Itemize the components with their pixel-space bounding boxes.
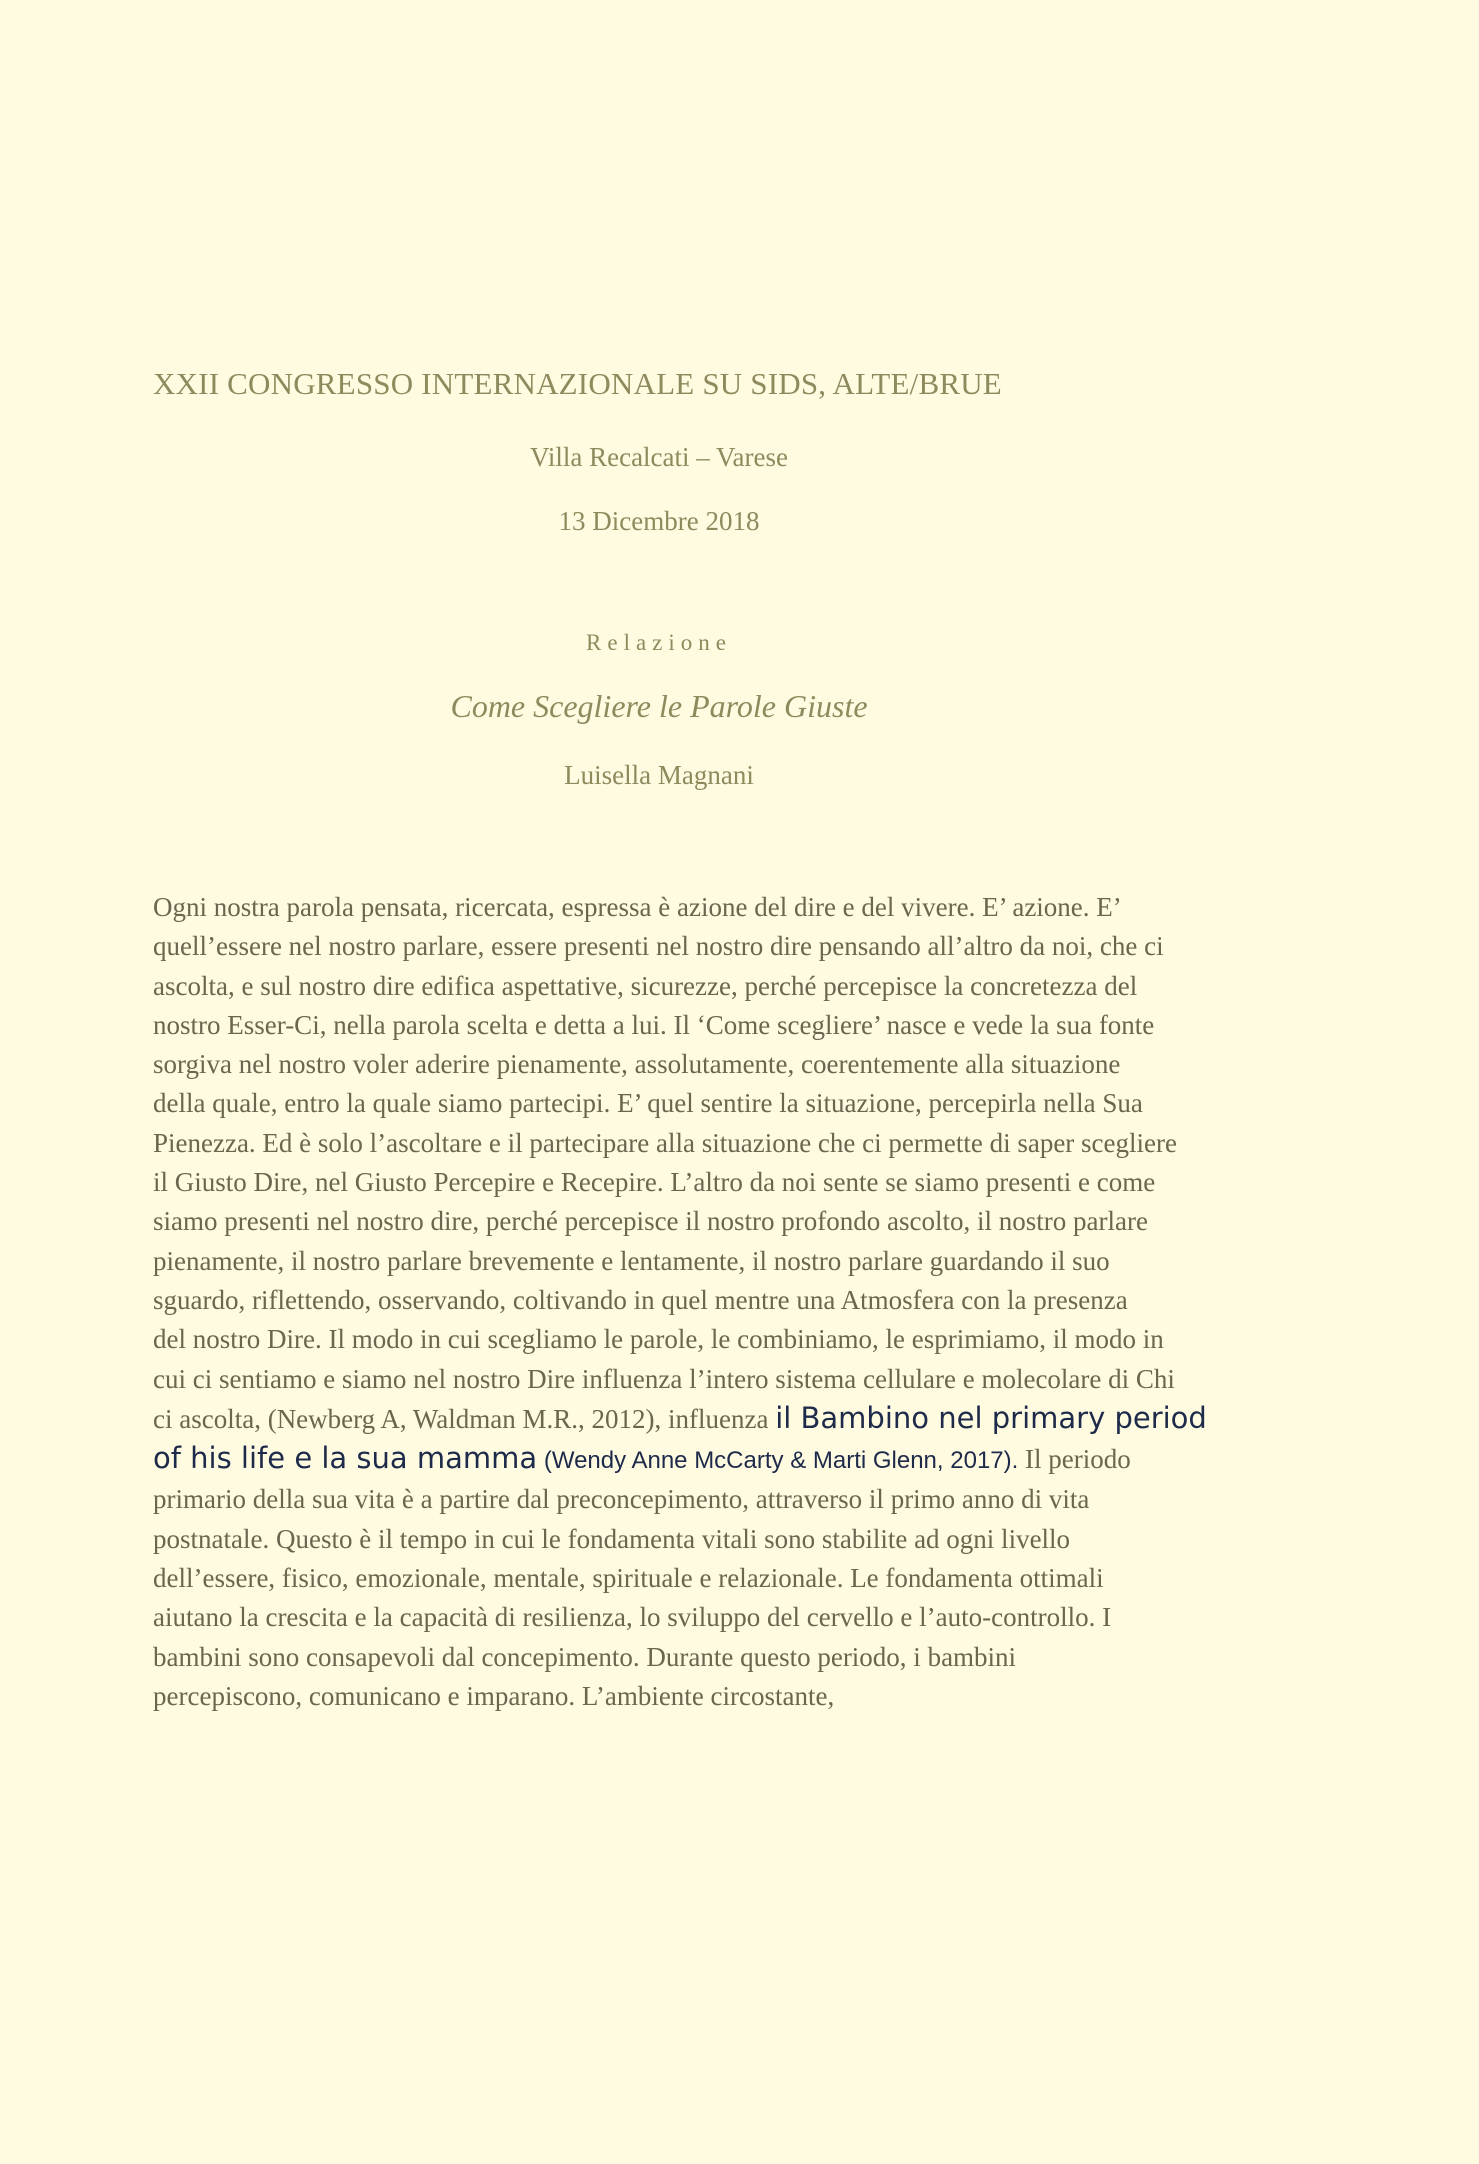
body-line-citation: [153, 1439, 1353, 1480]
body-line: primario della sua vita è a partire dal preconcepimento, attraverso il primo anno di vita: [153, 1484, 1090, 1515]
body-line: pienamente, il nostro parlare brevemente e lentamente, il nostro parlare guardando il suo: [153, 1245, 1110, 1276]
talk-kind: Relazione: [586, 630, 732, 655]
body-line: cui ci sentiamo e siamo nel nostro Dire influenza l’intero sistema cellulare e molecolare di Chi: [153, 1363, 1175, 1394]
body-line: siamo presenti nel nostro dire, perché percepisce il nostro profondo ascolto, il nostro parlare: [153, 1206, 1148, 1237]
highlighted-phrase: il Bambino nel primary period: [775, 1400, 1207, 1435]
body-line: Ogni nostra parola pensata, ricercata, espressa è azione del dire e del vivere. E’ azione. E’: [153, 892, 1122, 922]
body-line: dell’essere, fisico, emozionale, mentale, spirituale e relazionale. Le fondamenta ottimali: [153, 1563, 1104, 1594]
body-line: sorgiva nel nostro voler aderire pienamente, assolutamente, coerentemente alla situazione: [153, 1049, 1121, 1080]
body-line: aiutano la crescita e la capacità di resilienza, lo sviluppo del cervello e l’auto-controllo. I: [153, 1602, 1112, 1633]
body-line: quell’essere nel nostro parlare, essere presenti nel nostro dire pensando all’altro da noi, che ci: [153, 931, 1164, 962]
body-line: bambini sono consapevoli dal concepimento. Durante questo periodo, i bambini: [153, 1641, 1017, 1672]
citation-reference: (Wendy Anne McCarty & Marti Glenn, 2017).: [537, 1447, 1019, 1475]
highlighted-phrase: of his life e la sua mamma: [153, 1441, 538, 1476]
body-line: ascolta, e sul nostro dire edifica aspettative, sicurezze, perché percepisce la concretezza del: [153, 970, 1138, 1001]
talk-title: Come Scegliere le Parole Giuste: [450, 688, 868, 724]
body-line: postnatale. Questo è il tempo in cui le fondamenta vitali sono stabilite ad ogni livello: [153, 1523, 1071, 1554]
talk-author: Luisella Magnani: [564, 760, 754, 790]
conference-title: XXII CONGRESSO INTERNAZIONALE SU SIDS, ALTE/BRUE: [153, 366, 1002, 401]
body-line: percepiscono, comunicano e imparano. L’ambiente circostante,: [153, 1680, 835, 1711]
body-line: del nostro Dire. Il modo in cui scegliamo le parole, le combiniamo, le esprimiamo, il modo in: [153, 1324, 1164, 1355]
body-line: Pienezza. Ed è solo l’ascoltare e il partecipare alla situazione che ci permette di saper scegliere: [153, 1127, 1177, 1158]
event-date: 13 Dicembre 2018: [558, 506, 760, 536]
body-line: nostro Esser-Ci, nella parola scelta e detta a lui. Il ‘Come scegliere’ nasce e vede la sua fonte: [153, 1009, 1155, 1040]
body-fragment: Il periodo: [1018, 1444, 1131, 1475]
body-paragraph: [153, 888, 1353, 1716]
citation-text: ci ascolta, (Newberg A, Waldman M.R., 2012), influenza: [153, 1403, 776, 1434]
body-line: sguardo, riflettendo, osservando, coltivando in quel mentre una Atmosfera con la presenza: [153, 1284, 1128, 1315]
venue: Villa Recalcati – Varese: [529, 442, 789, 472]
body-line: della quale, entro la quale siamo partecipi. E’ quel sentire la situazione, percepirla nella Sua: [153, 1088, 1143, 1119]
body-line: il Giusto Dire, nel Giusto Percepire e Recepire. L’altro da noi sente se siamo presenti e come: [153, 1167, 1156, 1198]
body-line-citation: [153, 1399, 1353, 1439]
